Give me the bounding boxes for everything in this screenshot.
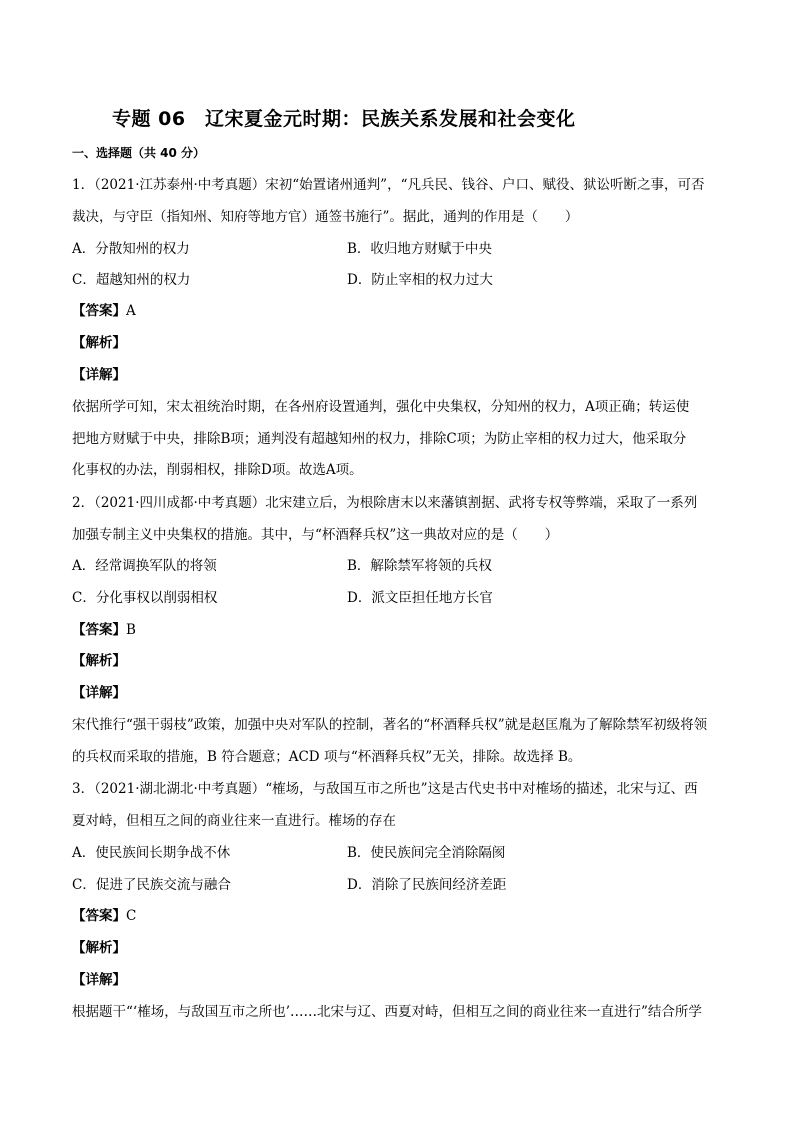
- q3-detail-label: 【详解】: [72, 972, 126, 988]
- q1-detail-line-2: 把地方财赋于中央，排除B项；通判没有超越知州的权力，排除C项；为防止宰相的权力过大，他采取分: [72, 431, 687, 447]
- q1-detail-line-1: 依据所学可知，宋太祖统治时期，在各州府设置通判，强化中央集权，分知州的权力，A项正确；转运使: [72, 399, 690, 415]
- q2-stem-line-1: 2．（2021·四川成都·中考真题）北宋建立后，为根除唐末以来藩镇割据、武将专权等弊端，采取了一系列: [72, 495, 698, 511]
- q1-stem-line-1: 1．（2021·江苏泰州·中考真题）宋初“始置诸州通判”，“凡兵民、钱谷、户口、赋役、狱讼听断之事，可否: [72, 177, 705, 193]
- answer-label: 【答案】: [72, 303, 126, 319]
- q3-analysis-label: 【解析】: [72, 940, 126, 956]
- q2-option-b: B．解除禁军将领的兵权: [347, 558, 492, 574]
- q2-detail-line-1: 宋代推行“强干弱枝”政策，加强中央对军队的控制，著名的“杯酒释兵权”就是赵匡胤为了解除禁军初级将领: [72, 717, 708, 733]
- q3-stem-line-2: 夏对峙，但相互之间的商业往来一直进行。榷场的存在: [72, 813, 396, 829]
- q2-option-d: D．派文臣担任地方长官: [347, 590, 493, 606]
- q3-option-a: A．使民族间长期争战不休: [72, 845, 231, 861]
- q3-option-d: D．消除了民族间经济差距: [347, 877, 507, 893]
- q3-detail-line-1: 根据题干“‘榷场，与敌国互市之所也’……北宋与辽、西夏对峙，但相互之间的商业往来一直进行”结合所学: [72, 1004, 702, 1020]
- q2-option-c: C．分化事权以削弱相权: [72, 590, 218, 606]
- q1-option-a: A．分散知州的权力: [72, 241, 190, 257]
- q1-stem-line-2: 裁决，与守臣（指知州、知府等地方官）通签书施行”。据此，通判的作用是（ ）: [72, 209, 579, 225]
- q2-answer-value: B: [126, 622, 136, 638]
- answer-label: 【答案】: [72, 908, 126, 924]
- q1-analysis-label: 【解析】: [72, 335, 126, 351]
- q1-option-d: D．防止宰相的权力过大: [347, 272, 493, 288]
- q2-option-a: A．经常调换军队的将领: [72, 558, 217, 574]
- q1-option-c: C．超越知州的权力: [72, 272, 191, 288]
- q2-detail-label: 【详解】: [72, 685, 126, 701]
- q3-stem-line-1: 3．（2021·湖北湖北·中考真题）“榷场，与敌国互市之所也”这是古代史书中对榷场的描述，北宋与辽、西: [72, 781, 698, 797]
- section-heading: 一、选择题（共 40 分）: [72, 146, 206, 160]
- q2-answer: [72, 621, 136, 639]
- q1-answer: [72, 302, 136, 320]
- q3-option-b: B．使民族间完全消除隔阂: [347, 845, 506, 861]
- answer-label: 【答案】: [72, 622, 126, 638]
- q1-option-b: B．收归地方财赋于中央: [347, 241, 492, 257]
- q1-detail-label: 【详解】: [72, 367, 126, 383]
- q3-answer: [72, 907, 136, 925]
- q2-analysis-label: 【解析】: [72, 653, 126, 669]
- page-title: 专题 06 辽宋夏金元时期：民族关系发展和社会变化: [112, 108, 576, 130]
- q3-option-c: C．促进了民族交流与融合: [72, 877, 231, 893]
- q1-answer-value: A: [126, 303, 136, 319]
- q2-stem-line-2: 加强专制主义中央集权的措施。其中，与“杯酒释兵权”这一典故对应的是（ ）: [72, 527, 559, 543]
- q3-answer-value: C: [126, 908, 137, 924]
- q1-detail-line-3: 化事权的办法，削弱相权，排除D项。故选A项。: [72, 462, 363, 478]
- q2-detail-line-2: 的兵权而采取的措施，B 符合题意；ACD 项与“杯酒释兵权”无关，排除。故选择 B。: [72, 749, 582, 765]
